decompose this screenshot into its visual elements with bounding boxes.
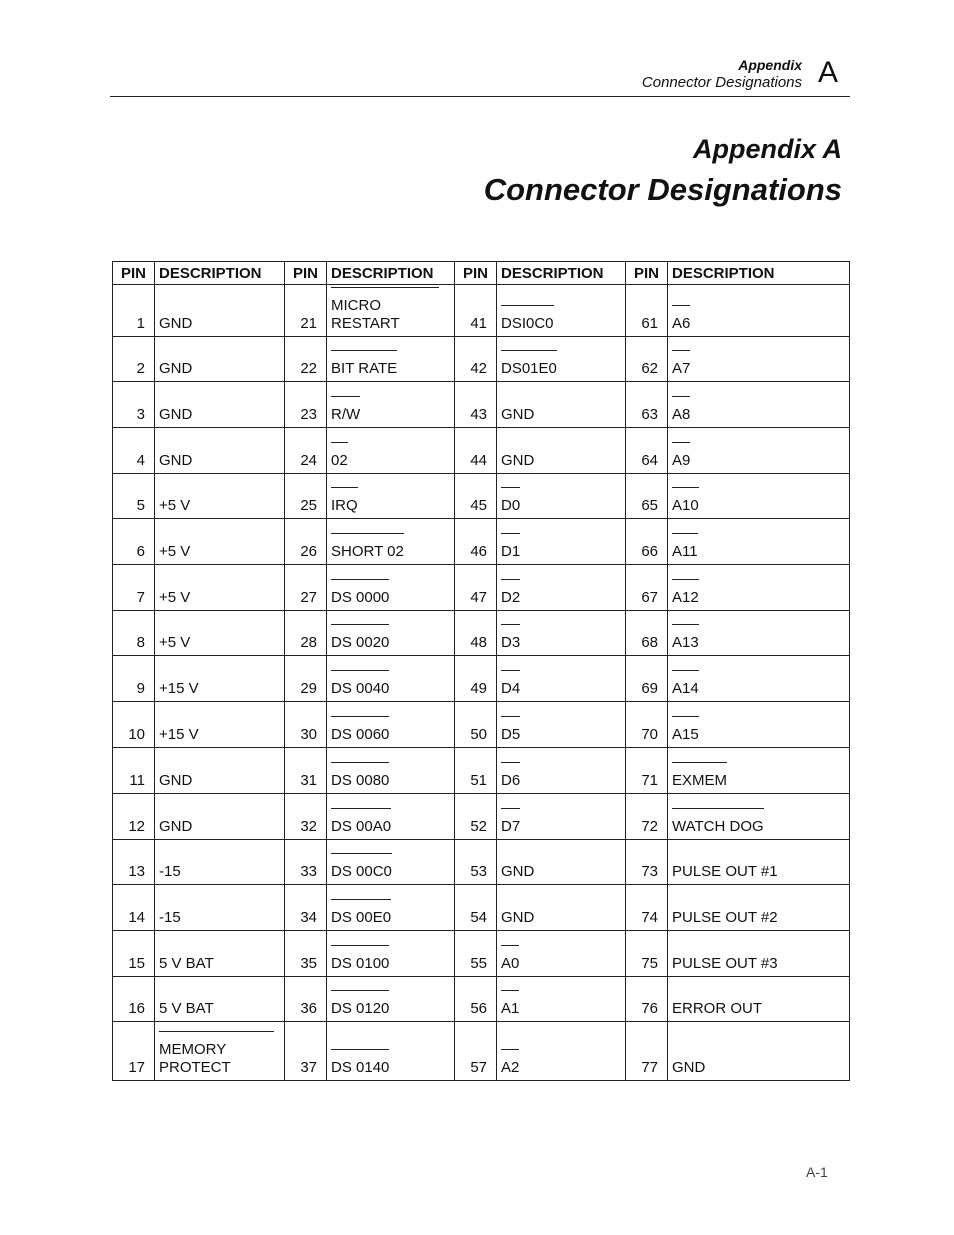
active-low-signal-label: DS 0120 xyxy=(331,1000,390,1017)
table-row xyxy=(113,885,850,931)
pin-number: 1 xyxy=(113,285,155,337)
pin-number: 3 xyxy=(113,382,155,428)
active-low-signal-label: D4 xyxy=(501,680,521,697)
pin-number: 56 xyxy=(455,977,497,1022)
active-low-signal-label: DS01E0 xyxy=(501,360,557,377)
connector-table xyxy=(112,261,850,1081)
pin-description xyxy=(155,840,285,885)
pin-number: 70 xyxy=(626,702,668,748)
column-header-pin: PIN xyxy=(285,262,327,285)
pin-description xyxy=(668,748,850,794)
pin-description xyxy=(497,702,626,748)
pin-number: 65 xyxy=(626,474,668,519)
header-rule xyxy=(110,96,850,97)
pin-description xyxy=(497,382,626,428)
running-head-subtitle: Connector Designations xyxy=(641,74,802,91)
pin-number: 67 xyxy=(626,565,668,611)
pin-description xyxy=(327,519,455,565)
pin-number: 54 xyxy=(455,885,497,931)
pin-description xyxy=(497,794,626,840)
running-head-section: Appendix xyxy=(738,57,802,73)
pin-number: 48 xyxy=(455,611,497,656)
pin-number: 13 xyxy=(113,840,155,885)
signal-label: GND xyxy=(159,772,193,789)
signal-label: +15 V xyxy=(159,726,199,743)
pin-description xyxy=(155,382,285,428)
pin-description xyxy=(155,1022,285,1081)
pin-description xyxy=(668,1022,850,1081)
active-low-signal-label: DS 0000 xyxy=(331,589,390,606)
signal-label: +5 V xyxy=(159,497,191,514)
signal-label: GND xyxy=(501,406,535,423)
signal-label: PULSE OUT #1 xyxy=(672,863,778,880)
pin-description xyxy=(155,931,285,977)
pin-description xyxy=(668,382,850,428)
active-low-signal-label: 02 xyxy=(331,452,348,469)
pin-description xyxy=(668,702,850,748)
table-row xyxy=(113,656,850,702)
pin-number: 35 xyxy=(285,931,327,977)
pin-description xyxy=(327,428,455,474)
pin-number: 17 xyxy=(113,1022,155,1081)
table-row xyxy=(113,474,850,519)
table-row xyxy=(113,748,850,794)
active-low-signal-label: D0 xyxy=(501,497,521,514)
pin-number: 15 xyxy=(113,931,155,977)
pin-description xyxy=(155,977,285,1022)
pin-description xyxy=(155,794,285,840)
signal-label: GND xyxy=(159,315,193,332)
active-low-signal-label: A0 xyxy=(501,955,520,972)
active-low-signal-label: MEMORY PROTECT xyxy=(159,1041,274,1077)
table-row xyxy=(113,840,850,885)
table-row xyxy=(113,977,850,1022)
pin-number: 28 xyxy=(285,611,327,656)
table-row xyxy=(113,285,850,337)
signal-label: GND xyxy=(159,452,193,469)
pin-description xyxy=(668,285,850,337)
pin-description xyxy=(497,337,626,382)
column-header-pin: PIN xyxy=(113,262,155,285)
table-row xyxy=(113,428,850,474)
signal-label: -15 xyxy=(159,909,181,926)
pin-number: 34 xyxy=(285,885,327,931)
pin-description xyxy=(327,382,455,428)
signal-label: PULSE OUT #2 xyxy=(672,909,778,926)
table-row xyxy=(113,565,850,611)
pin-description xyxy=(668,474,850,519)
active-low-signal-label: WATCH DOG xyxy=(672,818,764,835)
signal-label: GND xyxy=(159,406,193,423)
signal-label: +5 V xyxy=(159,589,191,606)
pin-description xyxy=(497,977,626,1022)
table-row xyxy=(113,519,850,565)
pin-description xyxy=(497,474,626,519)
pin-description xyxy=(327,474,455,519)
pin-number: 27 xyxy=(285,565,327,611)
column-header-description: DESCRIPTION xyxy=(668,262,850,285)
active-low-signal-label: DS 0140 xyxy=(331,1059,390,1076)
pin-number: 52 xyxy=(455,794,497,840)
pin-number: 37 xyxy=(285,1022,327,1081)
pin-description xyxy=(327,611,455,656)
table-row xyxy=(113,337,850,382)
pin-number: 5 xyxy=(113,474,155,519)
active-low-signal-label: D7 xyxy=(501,818,521,835)
pin-description xyxy=(497,611,626,656)
table-row xyxy=(113,794,850,840)
active-low-signal-label: R/W xyxy=(331,406,361,423)
pin-description xyxy=(497,656,626,702)
pin-description xyxy=(327,702,455,748)
active-low-signal-label: A13 xyxy=(672,634,699,651)
pin-number: 61 xyxy=(626,285,668,337)
pin-description xyxy=(327,977,455,1022)
pin-description xyxy=(497,428,626,474)
pin-number: 11 xyxy=(113,748,155,794)
pin-number: 62 xyxy=(626,337,668,382)
pin-number: 57 xyxy=(455,1022,497,1081)
active-low-signal-label: A2 xyxy=(501,1059,520,1076)
pin-description xyxy=(668,840,850,885)
pin-description xyxy=(327,285,455,337)
signal-label: GND xyxy=(159,360,193,377)
pin-description xyxy=(155,885,285,931)
signal-label: GND xyxy=(672,1059,706,1076)
pin-number: 45 xyxy=(455,474,497,519)
page-subtitle: Connector Designations xyxy=(483,172,842,207)
pin-number: 66 xyxy=(626,519,668,565)
table-header-row xyxy=(113,262,850,285)
pin-description xyxy=(497,748,626,794)
pin-number: 49 xyxy=(455,656,497,702)
pin-description xyxy=(497,285,626,337)
table-row xyxy=(113,1022,850,1081)
pin-number: 21 xyxy=(285,285,327,337)
pin-description xyxy=(668,565,850,611)
table-row xyxy=(113,611,850,656)
pin-number: 76 xyxy=(626,977,668,1022)
active-low-signal-label: A1 xyxy=(501,1000,520,1017)
pin-description xyxy=(668,977,850,1022)
pin-number: 51 xyxy=(455,748,497,794)
pin-description xyxy=(155,565,285,611)
pin-number: 73 xyxy=(626,840,668,885)
pin-description xyxy=(155,428,285,474)
signal-label: +5 V xyxy=(159,543,191,560)
signal-label: 5 V BAT xyxy=(159,1000,214,1017)
pin-number: 44 xyxy=(455,428,497,474)
signal-label: ERROR OUT xyxy=(672,1000,762,1017)
pin-number: 55 xyxy=(455,931,497,977)
pin-number: 74 xyxy=(626,885,668,931)
pin-description xyxy=(327,337,455,382)
active-low-signal-label: MICRO RESTART xyxy=(331,297,439,333)
pin-description xyxy=(668,931,850,977)
active-low-signal-label: A9 xyxy=(672,452,691,469)
active-low-signal-label: DS 0080 xyxy=(331,772,390,789)
pin-number: 36 xyxy=(285,977,327,1022)
signal-label: +5 V xyxy=(159,634,191,651)
pin-description xyxy=(155,337,285,382)
signal-label: GND xyxy=(501,452,535,469)
pin-number: 69 xyxy=(626,656,668,702)
pin-number: 7 xyxy=(113,565,155,611)
appendix-letter: A xyxy=(818,56,839,89)
pin-number: 63 xyxy=(626,382,668,428)
pin-description xyxy=(668,885,850,931)
pin-description xyxy=(327,565,455,611)
active-low-signal-label: DS 00C0 xyxy=(331,863,392,880)
pin-number: 2 xyxy=(113,337,155,382)
pin-description xyxy=(668,611,850,656)
pin-description xyxy=(497,1022,626,1081)
pin-number: 4 xyxy=(113,428,155,474)
pin-description xyxy=(327,1022,455,1081)
active-low-signal-label: A6 xyxy=(672,315,691,332)
table-row xyxy=(113,931,850,977)
active-low-signal-label: A12 xyxy=(672,589,699,606)
pin-number: 31 xyxy=(285,748,327,794)
active-low-signal-label: A14 xyxy=(672,680,699,697)
pin-number: 47 xyxy=(455,565,497,611)
pin-description xyxy=(327,794,455,840)
pin-description xyxy=(155,611,285,656)
pin-description xyxy=(497,931,626,977)
active-low-signal-label: A11 xyxy=(672,543,698,560)
signal-label: GND xyxy=(501,863,535,880)
pin-number: 9 xyxy=(113,656,155,702)
pin-number: 8 xyxy=(113,611,155,656)
page-title: Appendix A xyxy=(692,134,842,164)
active-low-signal-label: A15 xyxy=(672,726,699,743)
pin-description xyxy=(668,428,850,474)
pin-number: 32 xyxy=(285,794,327,840)
pin-description xyxy=(327,931,455,977)
pin-number: 46 xyxy=(455,519,497,565)
pin-number: 10 xyxy=(113,702,155,748)
pin-number: 22 xyxy=(285,337,327,382)
pin-number: 23 xyxy=(285,382,327,428)
pin-description xyxy=(497,519,626,565)
active-low-signal-label: DS 0020 xyxy=(331,634,390,651)
pin-description xyxy=(668,794,850,840)
pin-description xyxy=(155,656,285,702)
table-row xyxy=(113,702,850,748)
pin-description xyxy=(327,748,455,794)
active-low-signal-label: D5 xyxy=(501,726,521,743)
active-low-signal-label: BIT RATE xyxy=(331,360,398,377)
active-low-signal-label: EXMEM xyxy=(672,772,728,789)
pin-number: 41 xyxy=(455,285,497,337)
pin-description xyxy=(327,656,455,702)
pin-description xyxy=(155,748,285,794)
pin-number: 43 xyxy=(455,382,497,428)
active-low-signal-label: A8 xyxy=(672,406,691,423)
pin-number: 53 xyxy=(455,840,497,885)
column-header-pin: PIN xyxy=(626,262,668,285)
pin-description xyxy=(497,565,626,611)
pin-description xyxy=(327,885,455,931)
pin-number: 16 xyxy=(113,977,155,1022)
column-header-description: DESCRIPTION xyxy=(497,262,626,285)
pin-number: 25 xyxy=(285,474,327,519)
pin-description xyxy=(497,840,626,885)
pin-number: 12 xyxy=(113,794,155,840)
pin-number: 71 xyxy=(626,748,668,794)
signal-label: 5 V BAT xyxy=(159,955,214,972)
signal-label: GND xyxy=(159,818,193,835)
pin-number: 42 xyxy=(455,337,497,382)
pin-number: 72 xyxy=(626,794,668,840)
page-number: A-1 xyxy=(806,1164,828,1180)
column-header-description: DESCRIPTION xyxy=(327,262,455,285)
active-low-signal-label: D2 xyxy=(501,589,521,606)
active-low-signal-label: D6 xyxy=(501,772,521,789)
active-low-signal-label: DS 00E0 xyxy=(331,909,392,926)
column-header-description: DESCRIPTION xyxy=(155,262,285,285)
column-header-pin: PIN xyxy=(455,262,497,285)
pin-number: 77 xyxy=(626,1022,668,1081)
pin-description xyxy=(155,702,285,748)
active-low-signal-label: DS 0060 xyxy=(331,726,390,743)
pin-number: 30 xyxy=(285,702,327,748)
signal-label: GND xyxy=(501,909,535,926)
table-body xyxy=(113,285,850,1081)
pin-description xyxy=(155,519,285,565)
active-low-signal-label: DSI0C0 xyxy=(501,315,554,332)
signal-label: PULSE OUT #3 xyxy=(672,955,778,972)
pin-description xyxy=(668,337,850,382)
pin-number: 29 xyxy=(285,656,327,702)
pin-number: 68 xyxy=(626,611,668,656)
pin-number: 6 xyxy=(113,519,155,565)
pin-description xyxy=(497,885,626,931)
pin-number: 14 xyxy=(113,885,155,931)
pin-number: 64 xyxy=(626,428,668,474)
running-head xyxy=(642,56,802,92)
active-low-signal-label: DS 00A0 xyxy=(331,818,392,835)
pin-number: 75 xyxy=(626,931,668,977)
active-low-signal-label: D3 xyxy=(501,634,521,651)
pin-number: 24 xyxy=(285,428,327,474)
active-low-signal-label: DS 0040 xyxy=(331,680,390,697)
pin-description xyxy=(327,840,455,885)
signal-label: -15 xyxy=(159,863,181,880)
pin-description xyxy=(155,285,285,337)
pin-description xyxy=(155,474,285,519)
pin-number: 26 xyxy=(285,519,327,565)
active-low-signal-label: IRQ xyxy=(331,497,358,514)
table-row xyxy=(113,382,850,428)
pin-number: 50 xyxy=(455,702,497,748)
active-low-signal-label: SHORT 02 xyxy=(331,543,404,560)
pin-description xyxy=(668,519,850,565)
pin-number: 33 xyxy=(285,840,327,885)
active-low-signal-label: DS 0100 xyxy=(331,955,390,972)
signal-label: +15 V xyxy=(159,680,199,697)
active-low-signal-label: A7 xyxy=(672,360,691,377)
active-low-signal-label: A10 xyxy=(672,497,699,514)
pin-description xyxy=(668,656,850,702)
active-low-signal-label: D1 xyxy=(501,543,521,560)
